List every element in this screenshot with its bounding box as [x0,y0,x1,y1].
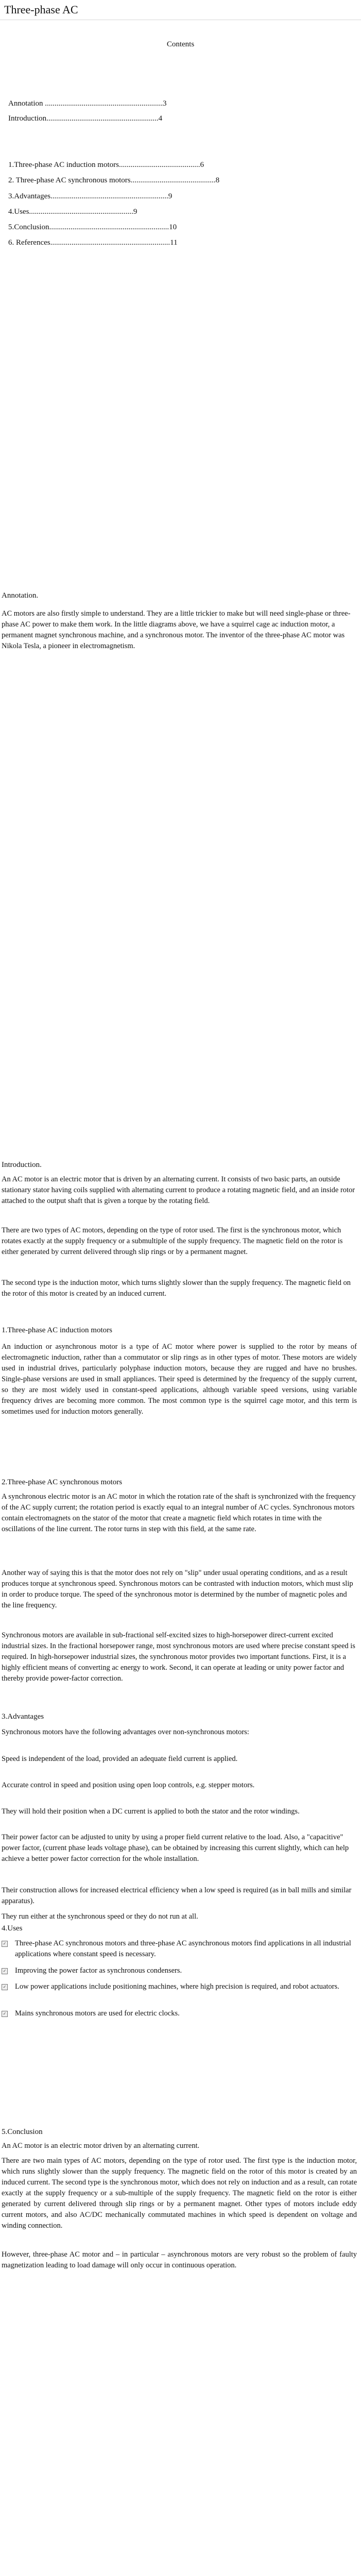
synchronous-paragraph-2: Another way of saying this is that the motor does not rely on "slip" under usual operating conditions, and as a result produces torque at synchronous speed. Synchronous motors can be contrasted with induction motors, which must slip in order to produce torque. The speed of the synchronous motor is determined by the number of magnetic poles and the line frequency. [2,1569,353,1609]
annotation-heading: Annotation. [2,591,39,600]
advantage-item-2: Accurate control in speed and position using open loop controls, e.g. stepper motors. [2,1781,255,1789]
conclusion-paragraph-1: An AC motor is an electric motor driven by an alternating current. [2,2142,200,2150]
toc-entry-synchronous-motors[interactable]: 2. Three-phase AC synchronous motors............................................8 [8,176,220,184]
conclusion-paragraph-3: However, three-phase AC motor and – in particular – asynchronous motors are very robust so the problem of faulty magnetization leading to load damage will only occur in continuous operation. [2,2250,357,2269]
uses-list-item: ✓ Three-phase AC synchronous motors and three-phase AC asynchronous motors find applications in all industrial applications where constant speed is necessary. [2,1938,357,1960]
toc-entry-advantages[interactable]: 3.Advantages.............................................................9 [8,192,173,200]
advantage-item-3: They will hold their position when a DC current is applied to both the stator and the rotor windings. [2,1807,300,1816]
advantage-item-4: Their power factor can be adjusted to unity by using a proper field current relative to the load. Also, a "capacitive" power factor, (current phase leads voltage phase), can be obtained by increasing this current slightly, which can help achieve a better power factor correction for the whole installation. [2,1833,349,1863]
induction-motors-text: An induction or asynchronous motor is a type of AC motor where power is supplied to the rotor by means of electromagnetic induction, rather than a commutator or slip rings as in other types of motor. These motors are widely used in industrial drives, particularly polyphase induction motors, because they are rugged and have no brushes. Single-phase versions are used in small appliances. Their speed is determined by the frequency of the supply current, so they are most widely used in constant-speed applications, although variable speed versions, using variable frequency drives are becoming more common. The most common type is the squirrel cage motor, and this term is sometimes used for induction motors generally. [2,1343,357,1416]
advantage-item-1: Speed is independent of the load, provided an adequate field current is applied. [2,1755,238,1763]
synchronous-paragraph-1: A synchronous electric motor is an AC motor in which the rotation rate of the shaft is synchronized with the frequency of the AC supply current; the rotation period is exactly equal to an integral number of AC cycles. Synchronous motors contain electromagnets on the stator of the motor that create a magnetic field which rotates in time with the oscillations of the line current. The rotor turns in step with this field, at the same rate. [2,1493,356,1533]
checkbox-bullet-icon: ✓ [2,2011,8,2017]
uses-list-item: ✓ Low power applications include positioning machines, where high precision is required, and robot actuators. [2,1981,357,2003]
checkbox-bullet-icon: ✓ [2,1984,8,1990]
induction-motors-heading: 1.Three-phase AC induction motors [2,1326,112,1334]
toc-entry-conclusion[interactable]: 5.Conclusion..............................................................10 [8,223,177,231]
uses-heading: 4.Uses [2,1924,23,1933]
advantages-intro: Synchronous motors have the following advantages over non-synchronous motors: [2,1728,249,1736]
toc-entry-annotation[interactable]: Annotation .............................................................3 [8,99,167,108]
uses-list-item: ✓ Mains synchronous motors are used for electric clocks. [2,2008,357,2019]
checkbox-bullet-icon: ✓ [2,1968,8,1974]
synchronous-paragraph-3: Synchronous motors are available in sub-fractional self-excited sizes to high-horsepower direct-current excited industrial sizes. In the fractional horsepower range, most synchronous motors are used where precise constant speed is required. In high-horsepower industrial sizes, the synchronous motor provides two important functions. First, it is a highly efficient means of converting ac energy to work. Second, it can operate at leading or unity power factor and thereby provide power-factor correction. [2,1631,355,1683]
conclusion-heading: 5.Conclusion [2,2128,43,2136]
uses-list-item: ✓ Improving the power factor as synchronous condensers. [2,1965,357,1976]
toc-entry-references[interactable]: 6. References..............................................................11 [8,239,178,247]
introduction-paragraph-1: An AC motor is an electric motor that is driven by an alternating current. It consists of two basic parts, an outside stationary stator having coils supplied with alternating current to produce a rotating magnetic field, and an inside rotor attached to the output shaft that is given a torque by the rotating field. [2,1175,355,1205]
synchronous-motors-heading: 2.Three-phase AC synchronous motors [2,1478,123,1486]
introduction-paragraph-3: The second type is the induction motor, which turns slightly slower than the supply frequency. The magnetic field on the rotor of this motor is created by an induced current. [2,1279,351,1298]
toc-entry-uses[interactable]: 4.Uses......................................................9 [8,208,137,216]
advantages-heading: 3.Advantages [2,1713,44,1721]
introduction-paragraph-2: There are two types of AC motors, depending on the type of rotor used. The first is the synchronous motor, which rotates exactly at the supply frequency or a submultiple of the supply frequency. The magnetic field on the rotor is either generated by current delivered through slip rings or by a permanent magnet. [2,1226,343,1256]
document-title: Three-phase AC [4,3,78,16]
advantage-item-6: They run either at the synchronous speed or they do not run at all. [2,1912,198,1921]
annotation-text: AC motors are also firstly simple to understand. They are a little trickier to make but will need single-phase or three-phase AC power to make them work. In the little diagrams above, we have a squirrel cage ac induction motor, a permanent magnet synchronous machine, and a synchronous motor. The inventor of the three-phase AC motor was Nikola Tesla, a pioneer in electromagnetism. [2,609,351,650]
introduction-heading: Introduction. [2,1161,42,1169]
toc-heading: Contents [166,40,195,48]
advantage-item-5: Their construction allows for increased electrical efficiency when a low speed is required (as in ball mills and similar apparatus). [2,1886,352,1905]
conclusion-paragraph-2: There are two main types of AC motors, depending on the type of rotor used. The first type is the induction motor, which runs slightly slower than the supply frequency. The magnetic field on the rotor of this motor is created by an induced current. The second type is the synchronous motor, which does not rely on induction and as a result, can rotate exactly at the supply frequency or a sub-multiple of the supply frequency. The magnetic field on the rotor is either generated by current delivered through slip rings or by a permanent magnet. Other types of motors include eddy current motors, and also AC/DC mechanically commutated machines in which speed is dependent on voltage and winding connection. [2,2157,357,2230]
toc-entry-induction-motors[interactable]: 1.Three-phase AC induction motors..........................................6 [8,161,204,169]
checkbox-bullet-icon: ✓ [2,1941,8,1947]
toc-entry-introduction[interactable]: Introduction..........................................................4 [8,114,163,123]
